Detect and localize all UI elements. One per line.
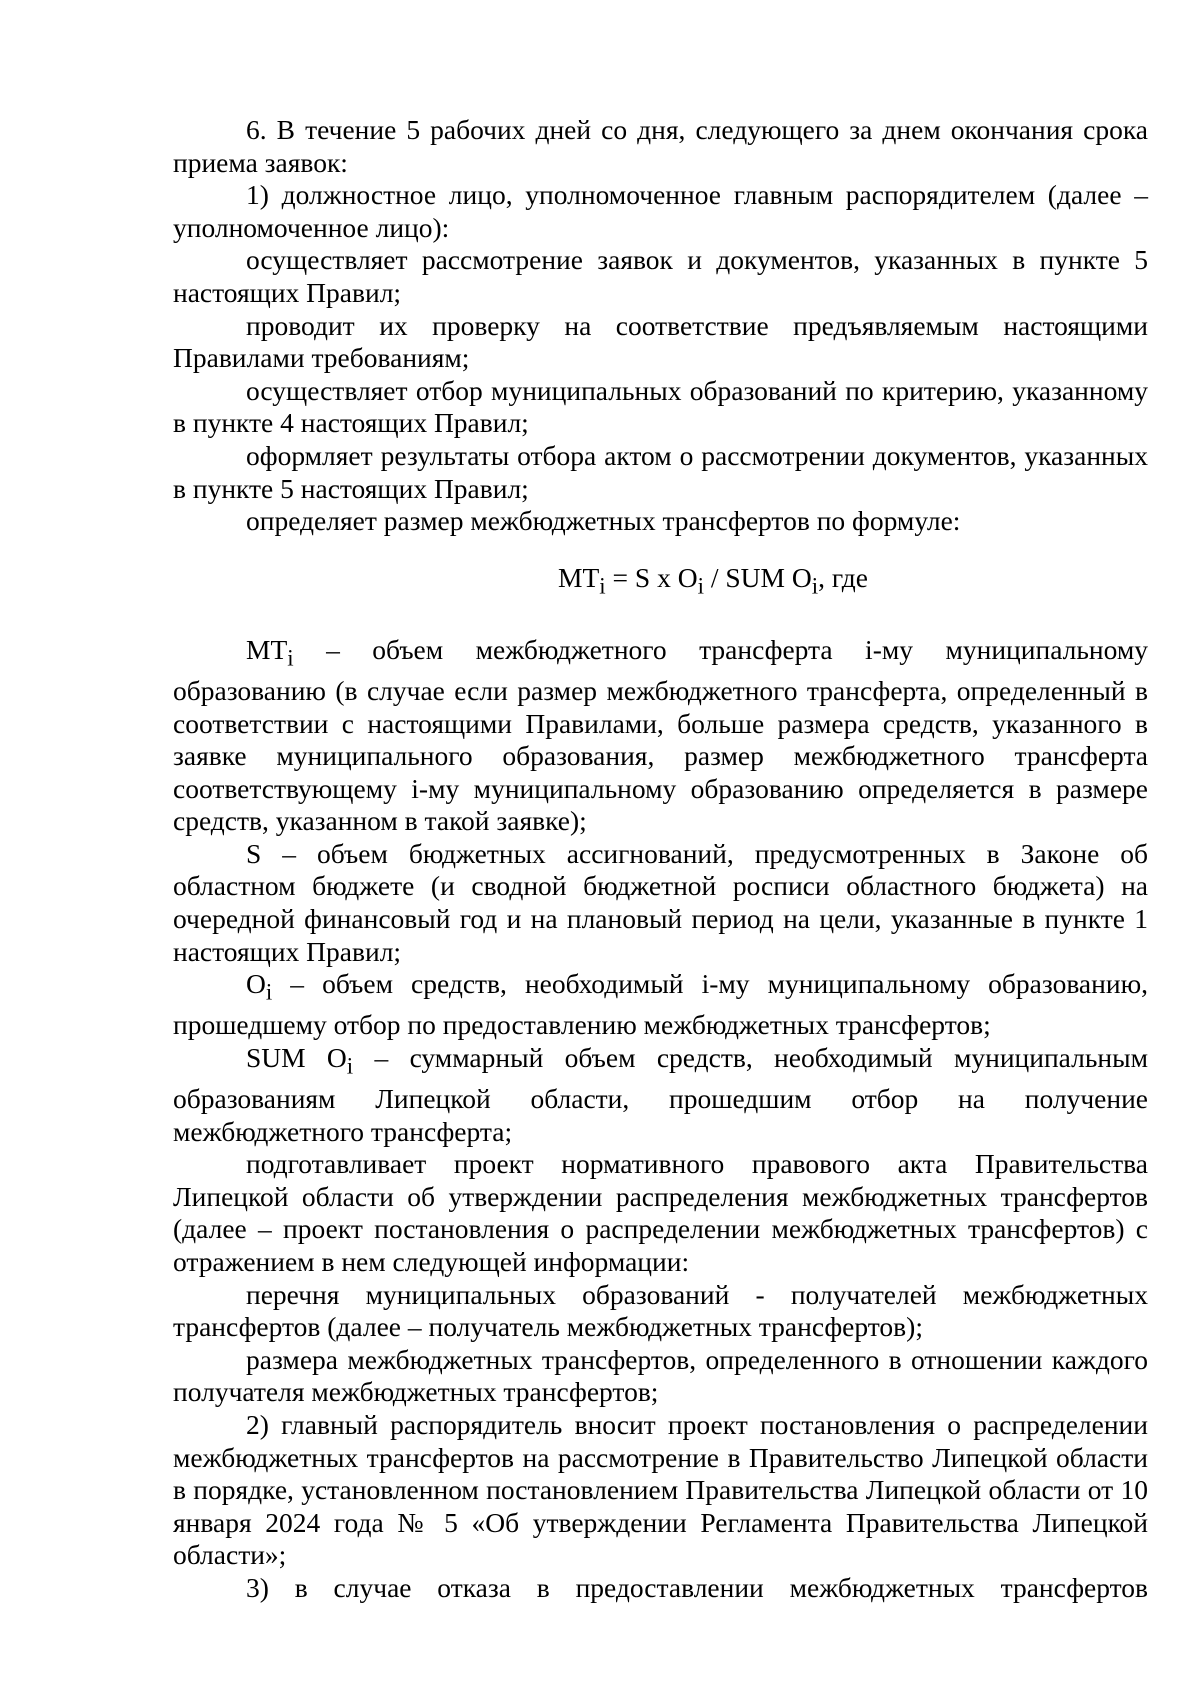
item-1-select: осуществляет отбор муниципальных образований по критерию, указанному в пункте 4 настоящих Правил; <box>173 374 1148 439</box>
definition-sum-sub: i <box>346 1053 354 1079</box>
definition-s: S – объем бюджетных ассигнований, предусмотренных в Законе об областном бюджете (и сводной бюджетной росписи областного бюджета) на очередной финансовый год и на плановый период на цели, указанные в пункте 1 настоящих Правил; <box>173 837 1148 967</box>
definition-mt-text: – объем межбюджетного трансферта i-му муниципальному образованию (в случае если размер межбюджетного трансферта, определенный в соответствии с настоящими Правилами, больше размера средств, указанного в заявке муниципального образования, размер межбюджетного трансферта соответствующему i-му муниципальному образованию определяется в размере средств, указанном в такой заявке); <box>173 633 1148 837</box>
item-2: 2) главный распорядитель вносит проект постановления о распределении межбюджетных трансфертов на рассмотрение в Правительство Липецкой области в порядке, установленном постановлением Правительства Липецкой области от 10 января 2024 года № 5 «Об утверждении Регламента Правительства Липецкой области»; <box>173 1408 1148 1571</box>
document-body <box>173 114 1148 1605</box>
item-1-prepare: подготавливает проект нормативного правового акта Правительства Липецкой области об утверждении распределения межбюджетных трансфертов (далее – проект постановления о распределении межбюджетных трансфертов) с отражением в нем следующей информации: <box>173 1148 1148 1277</box>
definition-sum <box>173 1042 1148 1148</box>
definition-mt <box>173 634 1148 838</box>
formula-tail: , где <box>818 561 868 593</box>
definition-o <box>173 968 1148 1042</box>
item-1-size: определяет размер межбюджетных трансфертов по формуле: <box>246 505 961 537</box>
formula-div: / SUM O <box>703 561 812 593</box>
item-1-intro: 1) должностное лицо, уполномоченное главным распорядителем (далее – уполномоченное лицо): <box>173 179 1148 243</box>
formula-eq: = S x O <box>605 561 698 593</box>
definition-o-text: – объем средств, необходимый i-му муниципальному образованию, прошедшему отбор по предоставлению межбюджетных трансфертов; <box>173 968 1148 1041</box>
item-1-amount: размера межбюджетных трансфертов, определенного в отношении каждого получателя межбюджетных трансфертов; <box>173 1343 1148 1408</box>
item-1-review: осуществляет рассмотрение заявок и документов, указанных в пункте 5 настоящих Правил; <box>173 244 1148 308</box>
item-1-act: оформляет результаты отбора актом о рассмотрении документов, указанных в пункте 5 настоящих Правил; <box>173 439 1148 504</box>
definition-mt-symbol: MT <box>246 633 288 665</box>
item-3-start: 3) в случае отказа в предоставлении межбюджетных трансфертов <box>246 1571 1148 1603</box>
formula <box>173 562 1148 603</box>
formula-o-sub: i <box>697 573 704 599</box>
definition-o-symbol: O <box>246 968 266 1000</box>
item-1-check: проводит их проверку на соответствие предъявляемым настоящими Правилами требованиям; <box>173 309 1148 374</box>
definition-sum-symbol: SUM O <box>246 1041 347 1073</box>
item-1-list: перечня муниципальных образований - получателей межбюджетных трансфертов (далее – получатель межбюджетных трансфертов); <box>173 1278 1148 1343</box>
formula-mt-sub: i <box>599 573 606 599</box>
formula-mt: MT <box>558 561 600 593</box>
formula-sum-sub: i <box>811 573 819 599</box>
definition-o-sub: i <box>265 979 273 1005</box>
paragraph-6-intro: 6. В течение 5 рабочих дней со дня, следующего за днем окончания срока приема заявок: <box>173 114 1148 178</box>
definition-mt-sub: i <box>287 645 294 671</box>
definition-sum-text: – суммарный объем средств, необходимый муниципальным образованиям Липецкой области, прошедшим отбор на получение межбюджетного трансферта; <box>173 1041 1148 1147</box>
